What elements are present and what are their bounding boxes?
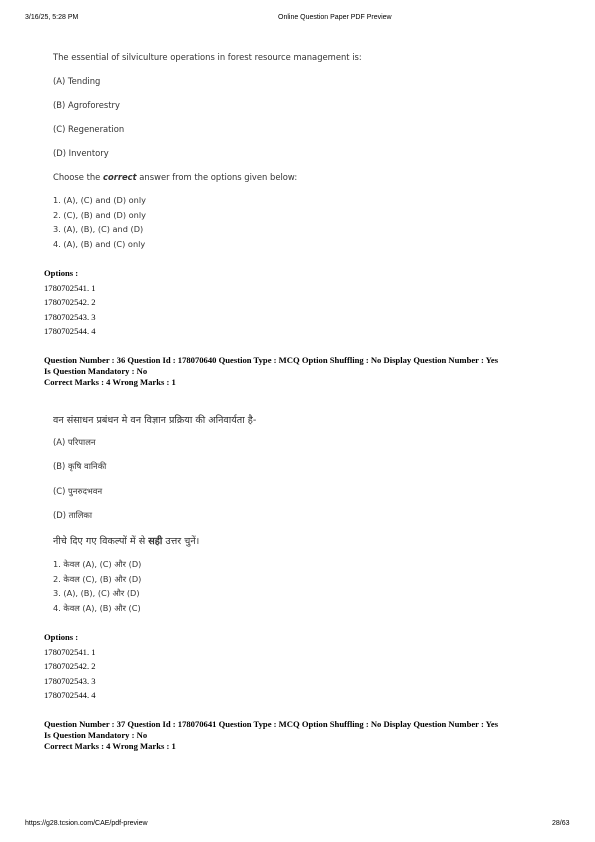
- answer-instruction: नीचे दिए गए विकल्पों में से सही उत्तर चुनें।: [53, 536, 200, 547]
- question-meta: Question Number : 36 Question Id : 178070640 Question Type : MCQ Option Shuffling : No Display Question Number : Yes Is Question Mandatory : No Correct Marks : 4 Wrong Marks : 1: [44, 355, 499, 387]
- page-number: 28/63: [552, 820, 570, 827]
- options-list: [44, 630, 96, 703]
- answer-choice: 3. (A), (B), (C) और (D): [53, 588, 140, 598]
- options-label: Options :: [44, 632, 79, 642]
- answer-choice: 2. केवल (C), (B) और (D): [53, 573, 142, 584]
- answer-choice: 1. (A), (C) and (D) only: [53, 195, 146, 205]
- statement-item: (A) परिपालन: [53, 437, 96, 447]
- option-id: 1780702542. 2: [44, 297, 96, 307]
- answer-choices: [53, 557, 141, 615]
- statement-item: (B) Agroforestry: [53, 100, 120, 110]
- option-id: 1780702543. 3: [44, 675, 96, 686]
- answer-choices: [53, 193, 146, 251]
- answer-choice: 2. (C), (B) and (D) only: [53, 209, 146, 220]
- question-meta: Question Number : 37 Question Id : 178070641 Question Type : MCQ Option Shuffling : No Display Question Number : Yes Is Question Mandatory : No Correct Marks : 4 Wrong Marks : 1: [44, 719, 499, 751]
- answer-choice: 4. (A), (B) and (C) only: [53, 238, 146, 249]
- option-id: 1780702542. 2: [44, 661, 96, 671]
- option-id: 1780702544. 4: [44, 690, 96, 700]
- option-id: 1780702541. 1: [44, 646, 96, 657]
- statement-item: (B) कृषि वानिकी: [53, 461, 107, 471]
- question-prompt: The essential of silviculture operations in forest resource management is:: [53, 52, 362, 62]
- statement-item: (D) Inventory: [53, 148, 109, 158]
- print-datetime: 3/16/25, 5:28 PM: [25, 14, 79, 21]
- statement-item: (C) पुनरुदभवन: [53, 486, 103, 496]
- answer-choice: 4. केवल (A), (B) और (C): [53, 602, 141, 613]
- answer-instruction: Choose the correct answer from the options given below:: [53, 172, 298, 182]
- options-list: [44, 266, 96, 339]
- emphasis-word: सही: [148, 536, 163, 547]
- page-url-link[interactable]: https://g28.tcsion.com/CAE/pdf-preview: [25, 820, 148, 827]
- option-id: 1780702543. 3: [44, 311, 96, 322]
- emphasis-word: correct: [103, 172, 137, 182]
- answer-choice: 3. (A), (B), (C) and (D): [53, 224, 144, 234]
- option-id: 1780702541. 1: [44, 282, 96, 293]
- page-header-title: Online Question Paper PDF Preview: [278, 14, 392, 21]
- options-label: Options :: [44, 268, 79, 278]
- answer-choice: 1. केवल (A), (C) और (D): [53, 559, 142, 569]
- statement-item: (A) Tending: [53, 76, 101, 86]
- statement-item: (C) Regeneration: [53, 124, 125, 134]
- question-prompt: वन संसाधन प्रबंधन मे वन विज्ञान प्रक्रिया की अनिवार्यता है-: [53, 415, 257, 426]
- option-id: 1780702544. 4: [44, 326, 96, 336]
- statement-item: (D) तालिका: [53, 510, 93, 520]
